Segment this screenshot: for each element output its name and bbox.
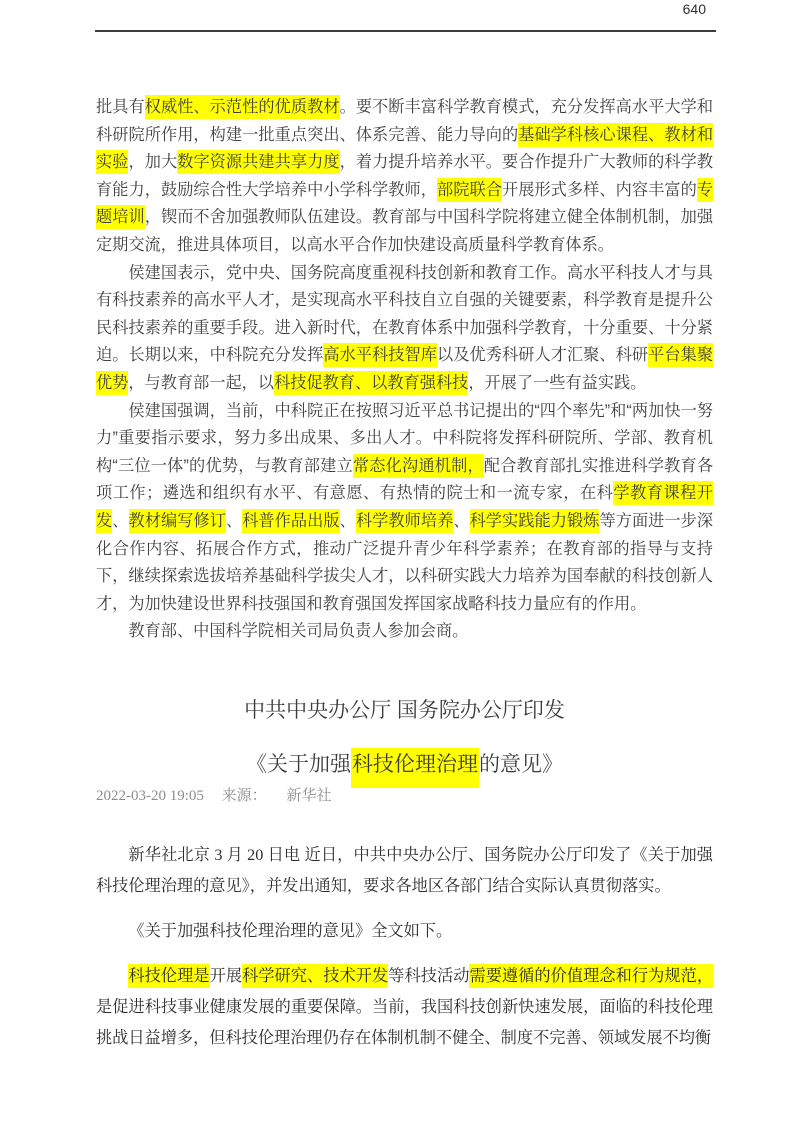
header-rule bbox=[95, 30, 716, 32]
text-run: ，开展了一些有益实践。 bbox=[468, 373, 647, 392]
text-run: 教育部、中国科学院相关司局负责人参加会商。 bbox=[128, 622, 469, 641]
text-run: 以及优秀科研人才汇聚、科研 bbox=[437, 346, 649, 365]
source-label: 来源： bbox=[221, 787, 267, 804]
text-run: 。要不断丰富科学教育模式，充分发挥高水平大学和科研院所作用，构建一批重点突出、体系完善、能力导向的 bbox=[96, 98, 714, 144]
highlighted-text: 基础学科核心课程、教材和实验 bbox=[96, 123, 713, 175]
announcement-title-line2 bbox=[96, 750, 713, 780]
highlighted-text: 科学教师培养 bbox=[356, 509, 453, 533]
announcement-paragraph-1 bbox=[96, 840, 713, 902]
paragraph-4 bbox=[96, 618, 713, 646]
text-run: 等方面进一步深化合作内容、拓展合作方式，推动广泛提升青少年科学素养；在教育部的指导与支持下，继续探索选拔培养基础科学拔尖人才，以科研实践大力培养为国奉献的科技创新人才，为加快建设世界科技强国和教育强国发挥国家战略科技力量应有的作用。 bbox=[96, 511, 714, 613]
text-run: ，锲而不舍加强教师队伍建设。教育部与中国科学院将建立健全体制机制，加强定期交流，推进具体项目，以高水平合作加快建设高质量科学教育体系。 bbox=[96, 208, 714, 254]
text-run: 侯建国表示，党中央、国务院高度重视科技创新和教育工作。高水平科技人才与具有科技素养的高水平人才，是实现高水平科技自立自强的关键要素，科学教育是提升公民科技素养的重要手段。进入新时代，在教育体系中加强科学教育，十分重要、十分紧迫。长期以来，中科院充分发挥 bbox=[96, 263, 713, 365]
paragraph-1 bbox=[96, 94, 713, 260]
text-run: 开展形式多样、内容丰富的 bbox=[501, 180, 697, 199]
text-run: 等科技活动 bbox=[388, 966, 470, 985]
page-number: 640 bbox=[682, 1, 706, 17]
highlighted-text: 部院联合 bbox=[437, 178, 502, 202]
announcement-body bbox=[96, 840, 713, 1054]
paragraph-2 bbox=[96, 260, 713, 398]
highlighted-text: 科技伦理是 bbox=[128, 964, 209, 988]
text-run: 配合教育部扎实推进科学教育各项工作；遴选和组织有水平、有意愿、有热情的院士和一流专家，在科 bbox=[96, 456, 714, 503]
highlighted-text: 学教育课程开发 bbox=[96, 481, 713, 533]
highlighted-text: 高水平科技智库 bbox=[323, 343, 437, 367]
announcement-paragraph-2 bbox=[96, 916, 713, 947]
text-run: 、 bbox=[453, 511, 470, 530]
text-run: ，着力提升培养水平。要合作提升广大教师的科学教育能力，鼓励综合性大学培养中小学科学教师， bbox=[96, 153, 714, 199]
article-meta-line bbox=[96, 786, 713, 806]
paragraph-3 bbox=[96, 398, 713, 619]
source-name: 新华社 bbox=[286, 787, 332, 804]
text-run: 《关于加强科技伦理治理的意见》全文如下。 bbox=[128, 921, 453, 940]
news-article-body bbox=[96, 94, 713, 646]
highlighted-text: 科学实践能力锻炼 bbox=[470, 509, 600, 533]
highlighted-text: 科技伦理治理 bbox=[351, 748, 479, 788]
highlighted-text: 科技促教育、以教育强科技 bbox=[274, 371, 468, 395]
page-content bbox=[96, 94, 713, 1054]
highlighted-text: 权威性、示范性的优质教材 bbox=[145, 95, 340, 119]
highlighted-text: 科学研究、技术开发 bbox=[242, 964, 388, 988]
text-run: 《关于加强 bbox=[246, 752, 351, 776]
text-run: 、 bbox=[112, 511, 129, 530]
highlighted-text: 平台集聚优势 bbox=[96, 343, 713, 395]
text-run: 、 bbox=[339, 511, 356, 530]
publish-date: 2022-03-20 19:05 bbox=[96, 787, 204, 804]
announcement-paragraph-3 bbox=[96, 961, 713, 1054]
text-run: 侯建国强调，当前，中科院正在按照习近平总书记提出的“四个率先”和“两加快一努力”重要指示要求，努力多出成果、多出人才。中科院将发挥科研院所、学部、教育机构“三位一体”的优势，与教育部建立 bbox=[96, 401, 713, 475]
text-run: 、 bbox=[225, 511, 243, 530]
text-run: 开展 bbox=[209, 966, 243, 985]
text-run: ，与教育部一起，以 bbox=[128, 373, 275, 392]
text-run: 是促进科技事业健康发展的重要保障。当前，我国科技创新快速发展，面临的科技伦理挑战日益增多，但科技伦理治理仍存在体制机制不健全、制度不完善、领域发展不均衡 bbox=[96, 997, 713, 1047]
highlighted-text: 科普作品出版 bbox=[242, 509, 339, 533]
text-run: 的意见》 bbox=[479, 752, 563, 776]
text-run: 批具有 bbox=[96, 98, 145, 116]
highlighted-text: 数字资源共建共享力度 bbox=[177, 150, 339, 174]
text-run: ，加大 bbox=[128, 153, 178, 172]
highlighted-text: 教材编写修订 bbox=[129, 509, 226, 533]
highlighted-text: 需要遵循的价值理念和行为规范， bbox=[469, 964, 713, 988]
highlighted-text: 专题培训 bbox=[96, 178, 713, 230]
highlighted-text: 常态化沟通机制， bbox=[353, 454, 484, 478]
text-run: 新华社北京 3 月 20 日电 近日，中共中央办公厅、国务院办公厅印发了《关于加强科技伦理治理的意见》，并发出通知，要求各地区各部门结合实际认真贯彻落实。 bbox=[96, 845, 713, 895]
announcement-title-line1: 中共中央办公厅 国务院办公厅印发 bbox=[244, 698, 565, 722]
